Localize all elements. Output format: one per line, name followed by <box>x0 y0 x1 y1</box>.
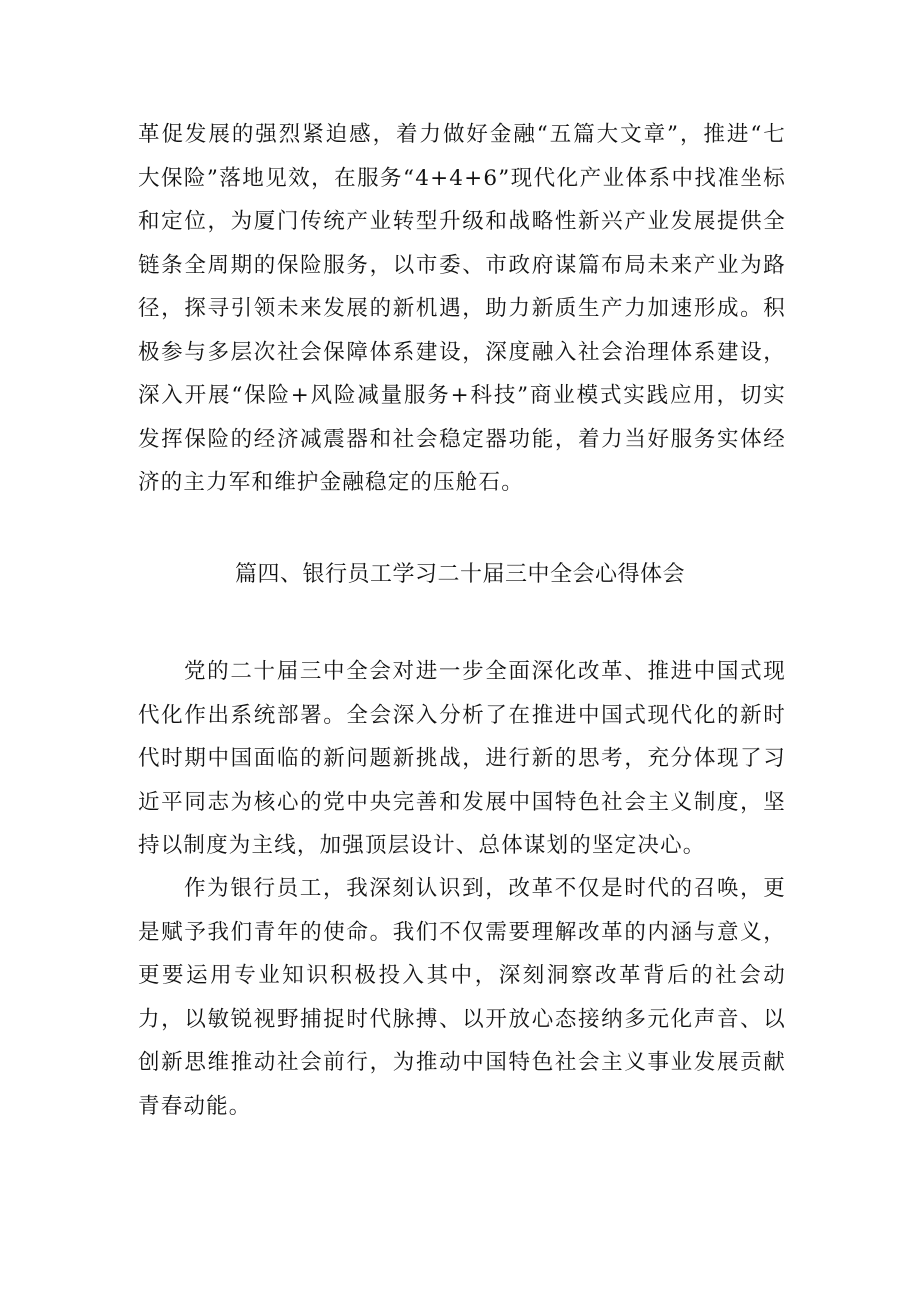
section-heading: 篇四、银行员工学习二十届三中全会心得体会 <box>234 562 685 587</box>
body-paragraph: 作为银行员工，我深刻认识到，改革不仅是时代的召唤，更是赋予我们青年的使命。我们不仅需要理解改革的内涵与意义，更要运用专业知识积极投入其中，深刻洞察改革背后的社会动力，以敏锐视野捕捉时代脉搏、以开放心态接纳多元化声音、以创新思维推动社会前行，为推动中国特色社会主义事业发展贡献青春动能。 <box>138 876 786 1119</box>
body-paragraph-continued: 革促发展的强烈紧迫感，着力做好金融“五篇大文章”，推进“七大保险”落地见效，在服务“4+4+6”现代化产业体系中找准坐标和定位，为厦门传统产业转型升级和战略性新兴产业发展提供全链条全周期的保险服务，以市委、市政府谋篇布局未来产业为路径，探寻引领未来发展的新机遇，助力新质生产力加速形成。积极参与多层次社会保障体系建设，深度融入社会治理体系建设，深入开展“保险+风险减量服务+科技”商业模式实践应用，切实发挥保险的经济减震器和社会稳定器功能，着力当好服务实体经济的主力军和维护金融稳定的压舱石。 <box>138 122 786 495</box>
body-paragraph: 党的二十届三中全会对进一步全面深化改革、推进中国式现代化作出系统部署。全会深入分析了在推进中国式现代化的新时代时期中国面临的新问题新挑战，进行新的思考，充分体现了习近平同志为核心的党中央完善和发展中国特色社会主义制度，坚持以制度为主线，加强顶层设计、总体谋划的坚定决心。 <box>138 659 786 858</box>
